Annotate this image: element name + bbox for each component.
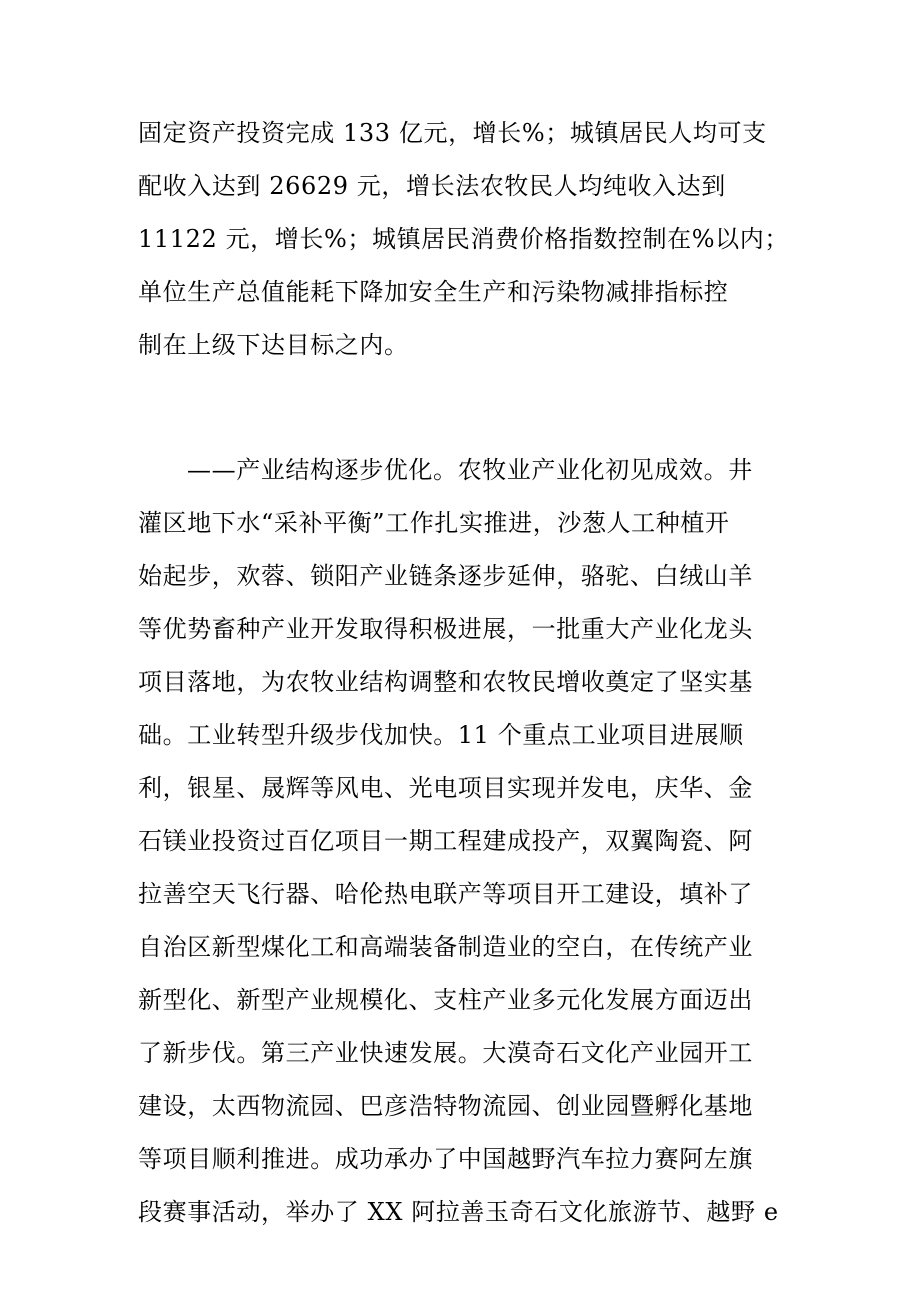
paragraph-2-line-10: 自治区新型煤化工和高端装备制造业的空白，在传统产业 <box>138 933 753 961</box>
paragraph-2-line-8: 石镁业投资过百亿项目一期工程建成投产，双翼陶瓷、阿 <box>138 827 753 855</box>
paragraph-2-line-13: 建设，太西物流园、巴彦浩特物流园、创业园暨孵化基地 <box>138 1092 753 1120</box>
paragraph-2-line-1: ——产业结构逐步优化。农牧业产业化初见成效。井 <box>187 456 753 484</box>
paragraph-2-line-15: 段赛事活动，举办了 XX 阿拉善玉奇石文化旅游节、越野 e <box>138 1198 779 1226</box>
paragraph-2-line-2: 灌区地下水“采补平衡”工作扎实推进，沙葱人工种植开 <box>138 509 730 537</box>
paragraph-1-line-2: 配收入达到 26629 元，增长法农牧民人均纯收入达到 <box>138 172 726 200</box>
paragraph-2-line-6: 础。工业转型升级步伐加快。11 个重点工业项目进展顺 <box>138 721 744 749</box>
paragraph-2-line-11: 新型化、新型产业规模化、支柱产业多元化发展方面迈出 <box>138 986 753 1014</box>
paragraph-1-line-3: 11122 元，增长%；城镇居民消费价格指数控制在%以内； <box>138 225 789 253</box>
paragraph-2-line-4: 等优势畜种产业开发取得积极进展，一批重大产业化龙头 <box>138 615 753 643</box>
paragraph-1-line-4: 单位生产总值能耗下降加安全生产和污染物减排指标控 <box>138 278 729 306</box>
paragraph-2-line-3: 始起步，欢蓉、锁阳产业链条逐步延伸，骆驼、白绒山羊 <box>138 562 753 590</box>
paragraph-2-line-7: 利，银星、晟辉等风电、光电项目实现并发电，庆华、金 <box>138 774 753 802</box>
paragraph-2-line-5: 项目落地，为农牧业结构调整和农牧民增收奠定了坚实基 <box>138 668 753 696</box>
paragraph-2-line-14: 等项目顺利推进。成功承办了中国越野汽车拉力赛阿左旗 <box>138 1145 753 1173</box>
paragraph-2-line-12: 了新步伐。第三产业快速发展。大漠奇石文化产业园开工 <box>138 1039 753 1067</box>
paragraph-2-line-9: 拉善空天飞行器、哈伦热电联产等项目开工建设，填补了 <box>138 880 753 908</box>
paragraph-1-line-5: 制在上级下达目标之内。 <box>138 331 409 359</box>
paragraph-1-line-1: 固定资产投资完成 133 亿元，增长%；城镇居民人均可支 <box>138 119 767 147</box>
